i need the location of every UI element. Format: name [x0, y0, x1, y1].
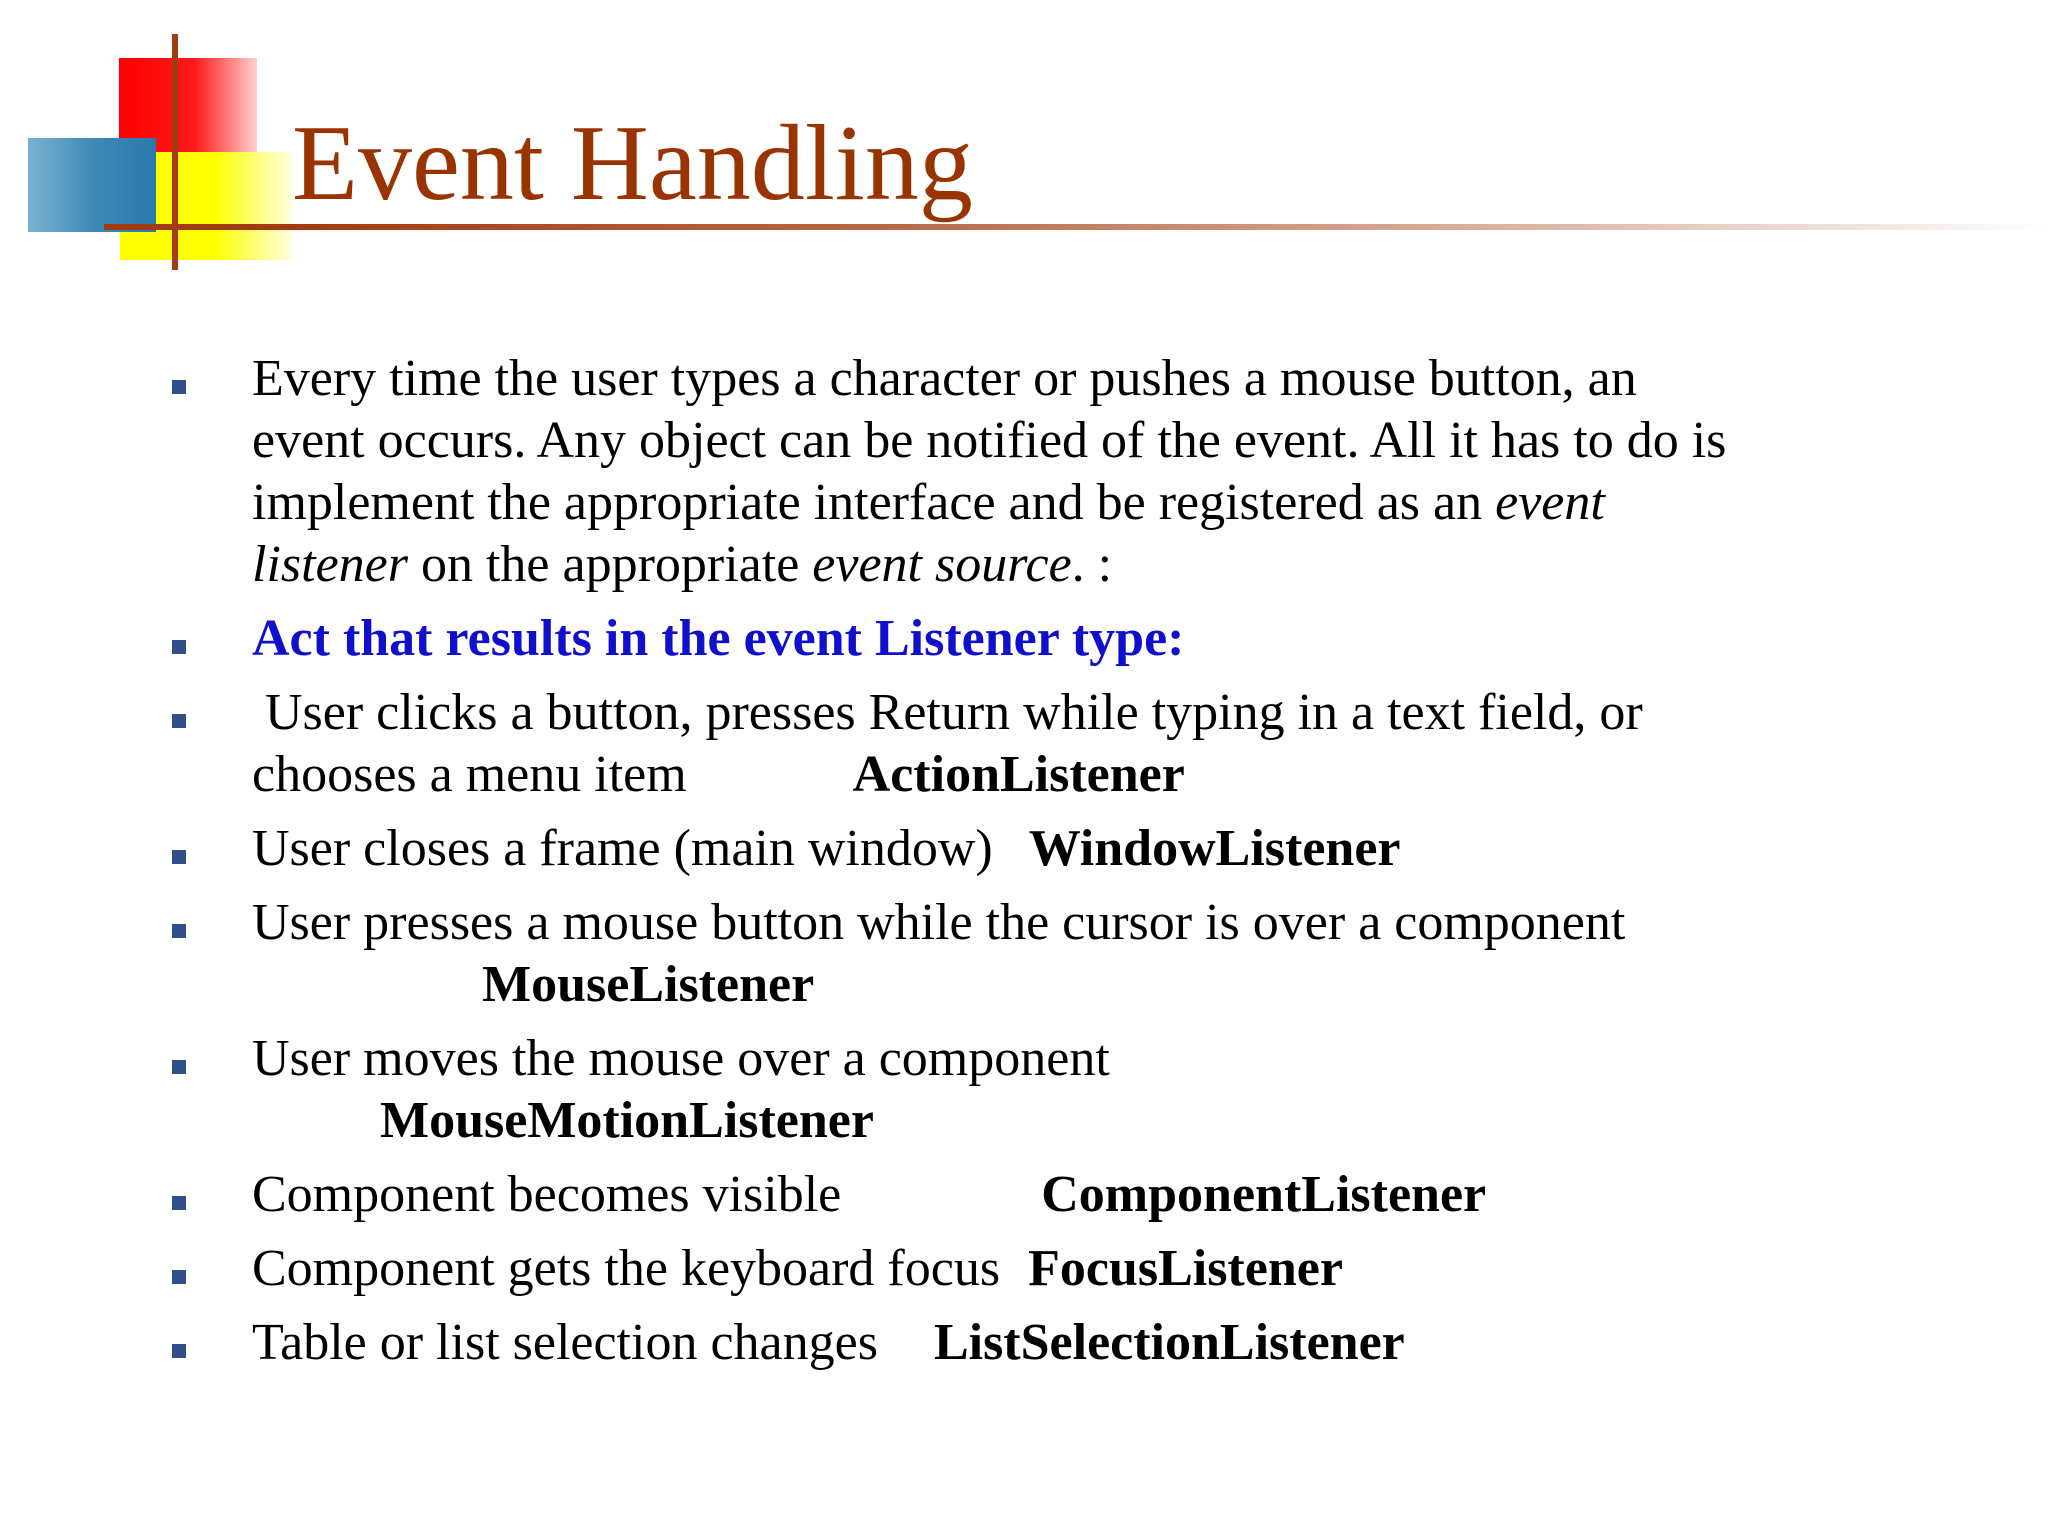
intro-line-3-text: implement the appropriate interface and be registered as an — [252, 474, 1496, 531]
bullet-focus — [0, 1238, 2048, 1300]
bullet-action — [0, 682, 2048, 806]
action-act-line-2 — [252, 744, 1968, 806]
slide-body — [0, 348, 2048, 1386]
intro-line-2: event occurs. Any object can be notified of the event. All it has to do is — [252, 412, 1727, 469]
action-act-line-1: User clicks a button, presses Return while typing in a text field, or — [252, 684, 1643, 741]
logo-blue-square — [28, 138, 156, 232]
bullet-component — [0, 1164, 2048, 1226]
bullet-marker-icon — [172, 924, 186, 938]
intro-line-1: Every time the user types a character or pushes a mouse button, an — [252, 350, 1637, 407]
window-act-text: User closes a frame (main window) — [252, 820, 993, 877]
focus-act-text: Component gets the keyboard focus — [252, 1240, 1001, 1297]
mouse-motion-listener-name: MouseMotionListener — [380, 1092, 874, 1149]
mouse-listener-name: MouseListener — [482, 956, 815, 1013]
bullet-header — [0, 608, 2048, 670]
component-line — [252, 1164, 1968, 1226]
logo-vertical-line — [172, 34, 178, 270]
bullet-mouse — [0, 892, 2048, 1016]
bullet-marker-icon — [172, 1270, 186, 1284]
intro-line-4-suffix: . : — [1071, 536, 1113, 593]
bullet-marker-icon — [172, 850, 186, 864]
action-act-text: chooses a menu item — [252, 746, 687, 803]
intro-line-4 — [252, 534, 1968, 596]
mouse-motion-act-text: User moves the mouse over a component — [252, 1030, 1110, 1087]
list-selection-line — [252, 1312, 1968, 1374]
mouse-listener-line — [252, 954, 1968, 1016]
intro-listener-italic: listener — [252, 536, 408, 593]
bullet-marker-icon — [172, 1344, 186, 1358]
list-selection-act-text: Table or list selection changes — [252, 1314, 878, 1371]
title-underline-rule — [290, 224, 2048, 230]
logo-horizontal-line — [104, 224, 314, 230]
bullet-marker-icon — [172, 380, 186, 394]
list-selection-listener-name: ListSelectionListener — [933, 1314, 1405, 1371]
intro-line-4-middle: on the appropriate — [407, 536, 813, 593]
mouse-act-text: User presses a mouse button while the cursor is over a component — [252, 894, 1626, 951]
bullet-list-selection — [0, 1312, 2048, 1374]
bullet-mouse-motion — [0, 1028, 2048, 1152]
component-act-text: Component becomes visible — [252, 1166, 842, 1223]
component-listener-name: ComponentListener — [1041, 1166, 1487, 1223]
focus-line — [252, 1238, 1968, 1300]
bullet-marker-icon — [172, 640, 186, 654]
intro-line-3 — [252, 472, 1968, 534]
bullet-marker-icon — [172, 1060, 186, 1074]
action-listener-name: ActionListener — [852, 746, 1185, 803]
intro-event-italic: event — [1495, 474, 1605, 531]
window-line — [252, 818, 1968, 880]
slide-title: Event Handling — [292, 104, 973, 223]
focus-listener-name: FocusListener — [1028, 1240, 1343, 1297]
intro-event-source-italic: event source — [812, 536, 1072, 593]
bullet-marker-icon — [172, 1196, 186, 1210]
bullet-window — [0, 818, 2048, 880]
header-bullet-text: Act that results in the event Listener type: — [252, 610, 1185, 667]
bullet-marker-icon — [172, 714, 186, 728]
bullet-intro — [0, 348, 2048, 596]
window-listener-name: WindowListener — [1028, 820, 1401, 877]
slide-logo-graphic — [0, 0, 320, 290]
mouse-motion-listener-line — [252, 1090, 1968, 1152]
